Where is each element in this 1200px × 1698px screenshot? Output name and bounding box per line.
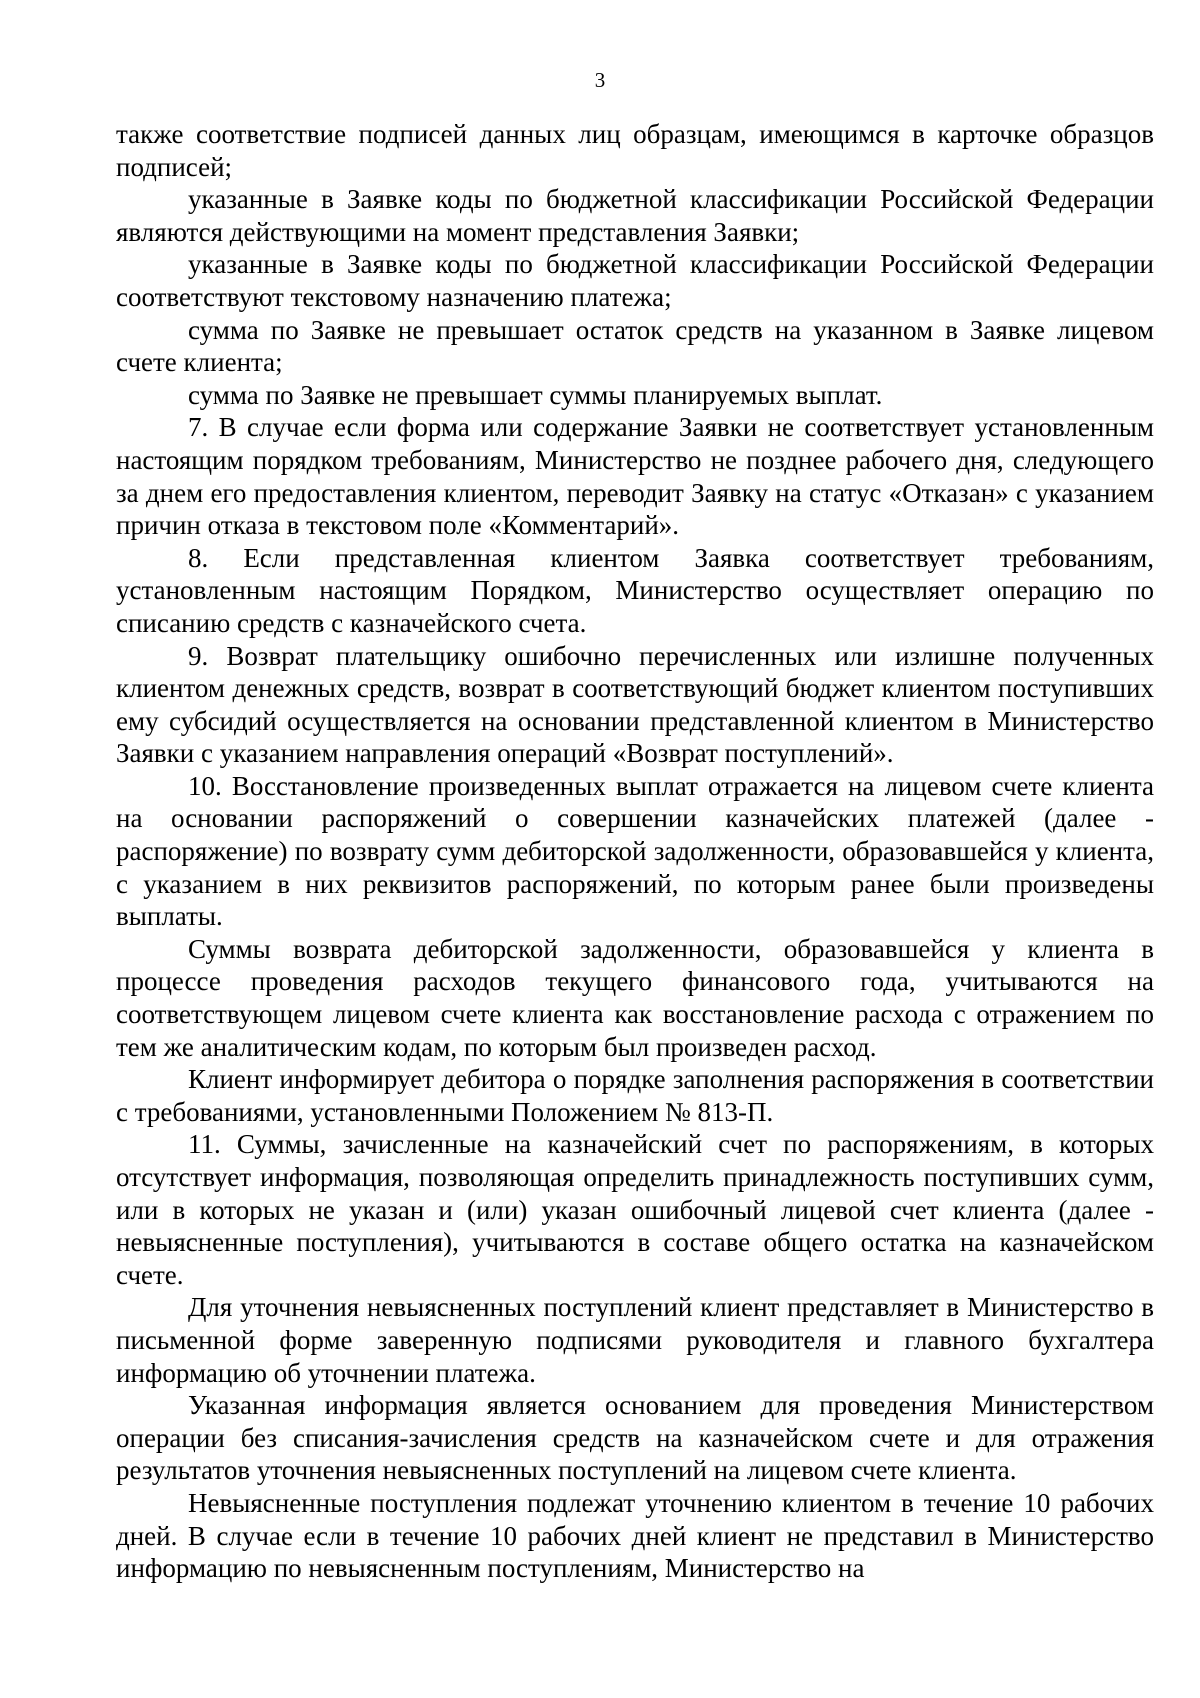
paragraph-signature-check-continuation: также соответствие подписей данных лиц образцам, имеющимся в карточке образцов подписей; <box>116 119 1154 182</box>
paragraph-clarification-basis: Указанная информация является основанием для проведения Министерством операции без списания-зачисления средств на казначейском счете и для отражения результатов уточнения невыясненных поступлений на лицевом счете клиента. <box>116 1390 1154 1486</box>
paragraph-budget-codes-match-purpose: указанные в Заявке коды по бюджетной классификации Российской Федерации соответствуют текстовому назначению платежа; <box>116 249 1154 312</box>
paragraph-clarification-deadline: Невыясненные поступления подлежат уточнению клиентом в течение 10 рабочих дней. В случае если в течение 10 рабочих дней клиент не представил в Министерство информацию по невыясненным поступлениям, Министерство на <box>116 1487 1154 1584</box>
paragraph-item-10: 10. Восстановление произведенных выплат отражается на лицевом счете клиента на основании распоряжений о совершении казначейских платежей (далее - распоряжение) по возврату сумм дебиторской задолженности, образовавшейся у клиента, с указанием в них реквизитов распоряжений, по которым ранее были произведены выплаты. <box>116 770 1154 932</box>
paragraph-amount-not-exceeds-planned: сумма по Заявке не превышает суммы планируемых выплат. <box>188 379 883 410</box>
paragraph-amount-not-exceeds-balance: сумма по Заявке не превышает остаток средств на указанном в Заявке лицевом счете клиента; <box>116 314 1154 378</box>
paragraph-clarification-request: Для уточнения невыясненных поступлений клиент представляет в Министерство в письменной форме заверенную подписями руководителя и главного бухгалтера информацию об уточнении платежа. <box>116 1292 1154 1388</box>
paragraph-client-informs-debtor: Клиент информирует дебитора о порядке заполнения распоряжения в соответствии с требованиями, установленными Положением № 813-П. <box>116 1064 1154 1127</box>
paragraph-receivables-return: Суммы возврата дебиторской задолженности, образовавшейся у клиента в процессе проведения расходов текущего финансового года, учитываются на соответствующем лицевом счете клиента как восстановление расхода с отражением по тем же аналитическим кодам, по которым был произведен расход. <box>116 933 1154 1062</box>
paragraph-item-11: 11. Суммы, зачисленные на казначейский счет по распоряжениям, в которых отсутствует информация, позволяющая определить принадлежность поступивших сумм, или в которых не указан и (или) указан ошибочный лицевой счет клиента (далее - невыясненные поступления), учитываются в составе общего остатка на казначейском счете. <box>116 1129 1154 1290</box>
paragraph-budget-codes-valid: указанные в Заявке коды по бюджетной классификации Российской Федерации являются действующими на момент представления Заявки; <box>116 184 1154 247</box>
paragraph-item-8: 8. Если представленная клиентом Заявка соответствует требованиям, установленным настоящим Порядком, Министерство осуществляет операцию по списанию средств с казначейского счета. <box>116 542 1154 638</box>
page-number: 3 <box>594 68 606 92</box>
paragraph-item-7: 7. В случае если форма или содержание Заявки не соответствует установленным настоящим порядком требованиям, Министерство не позднее рабочего дня, следующего за днем его предоставления клиентом, переводит Заявку на статус «Отказан» с указанием причин отказа в текстовом поле «Комментарий». <box>116 412 1154 541</box>
paragraph-item-9: 9. Возврат плательщику ошибочно перечисленных или излишне полученных клиентом денежных средств, возврат в соответствующий бюджет клиентом поступивших ему субсидий осуществляется на основании представленной клиентом в Министерство Заявки с указанием направления операций «Возврат поступлений». <box>116 640 1154 769</box>
document-body <box>116 118 1154 1585</box>
